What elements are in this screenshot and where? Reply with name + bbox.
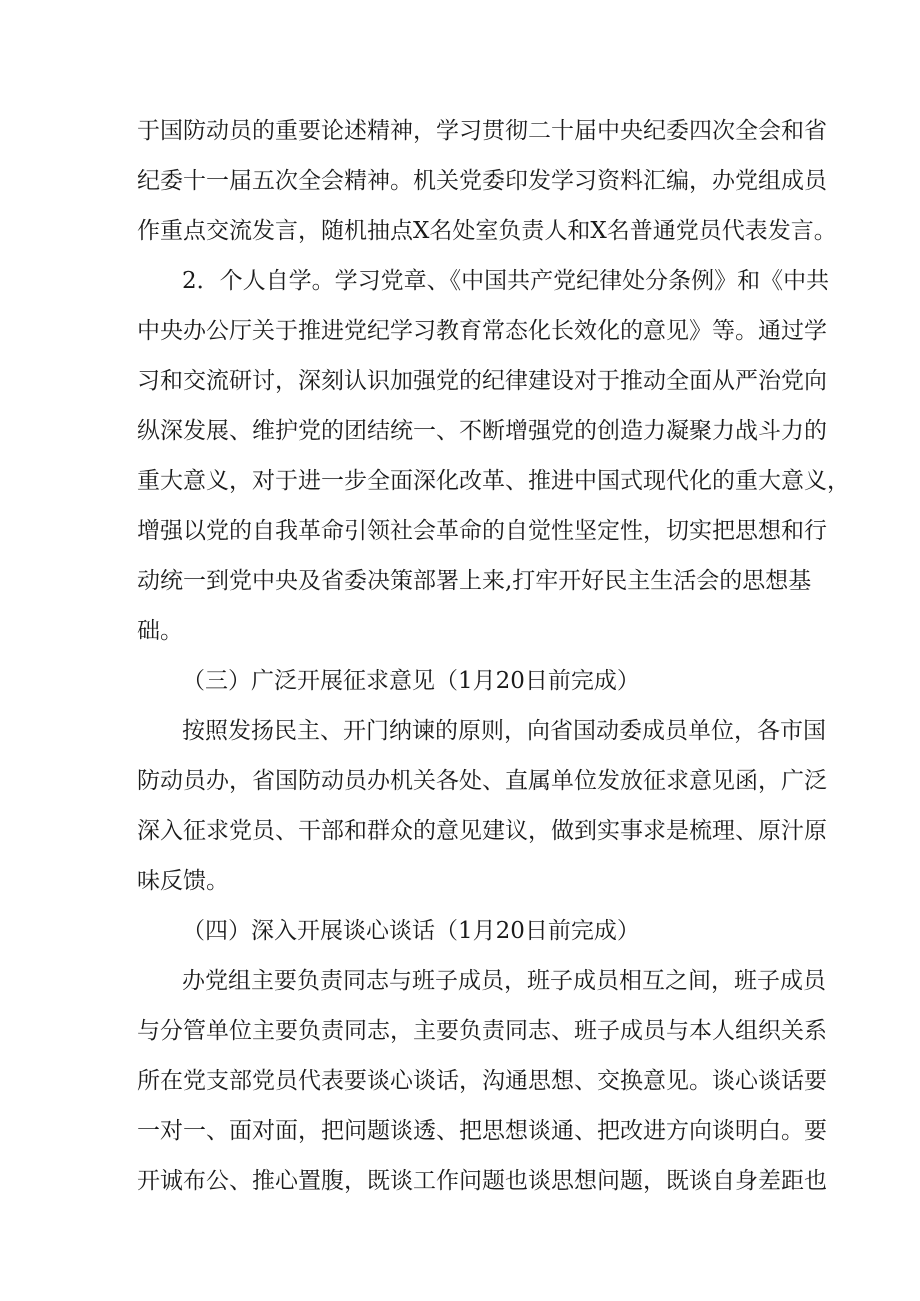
text-line: 础。: [137, 618, 183, 644]
text-line: 与分管单位主要负责同志，主要负责同志、班子成员与本人组织关系: [137, 1018, 827, 1044]
text-line: 动统一到党中央及省委决策部署上来,打牢开好民主生活会的思想基: [137, 568, 812, 594]
text-line: 增强以党的自我革命引领社会革命的自觉性坚定性，切实把思想和行: [137, 518, 827, 544]
text-line: 作重点交流发言，随机抽点X名处室负责人和X名普通党员代表发言。: [137, 218, 837, 244]
text-line: 按照发扬民主、开门纳谏的原则，向省国动委成员单位，各市国: [182, 718, 826, 744]
text-line: 防动员办，省国防动员办机关各处、直属单位发放征求意见函，广泛: [137, 768, 827, 794]
section-heading: （三）广泛开展征求意见（1月20日前完成）: [182, 668, 640, 694]
text-line: 开诚布公、推心置腹，既谈工作问题也谈思想问题，既谈自身差距也: [137, 1168, 827, 1194]
text-line: 中央办公厅关于推进党纪学习教育常态化长效化的意见》等。通过学: [137, 318, 827, 344]
text-line: 纪委十一届五次全会精神。机关党委印发学习资料汇编，办党组成员: [137, 168, 827, 194]
text-line: 重大意义，对于进一步全面深化改革、推进中国式现代化的重大意义，: [137, 468, 850, 494]
section-heading: （四）深入开展谈心谈话（1月20日前完成）: [182, 918, 640, 944]
text-line: 味反馈。: [137, 868, 229, 894]
text-line: 深入征求党员、干部和群众的意见建议，做到实事求是梳理、原汁原: [137, 818, 827, 844]
text-line: 办党组主要负责同志与班子成员，班子成员相互之间，班子成员: [182, 968, 826, 994]
text-line: 2．个人自学。学习党章、《中国共产党纪律处分条例》和《中共: [182, 268, 830, 294]
text-line: 所在党支部党员代表要谈心谈话，沟通思想、交换意见。谈心谈话要: [137, 1068, 827, 1094]
text-line: 习和交流研讨，深刻认识加强党的纪律建设对于推动全面从严治党向: [137, 368, 827, 394]
text-line: 一对一、面对面，把问题谈透、把思想谈通、把改进方向谈明白。要: [137, 1118, 827, 1144]
text-line: 于国防动员的重要论述精神，学习贯彻二十届中央纪委四次全会和省: [137, 118, 827, 144]
text-line: 纵深发展、维护党的团结统一、不断增强党的创造力凝聚力战斗力的: [137, 418, 827, 444]
